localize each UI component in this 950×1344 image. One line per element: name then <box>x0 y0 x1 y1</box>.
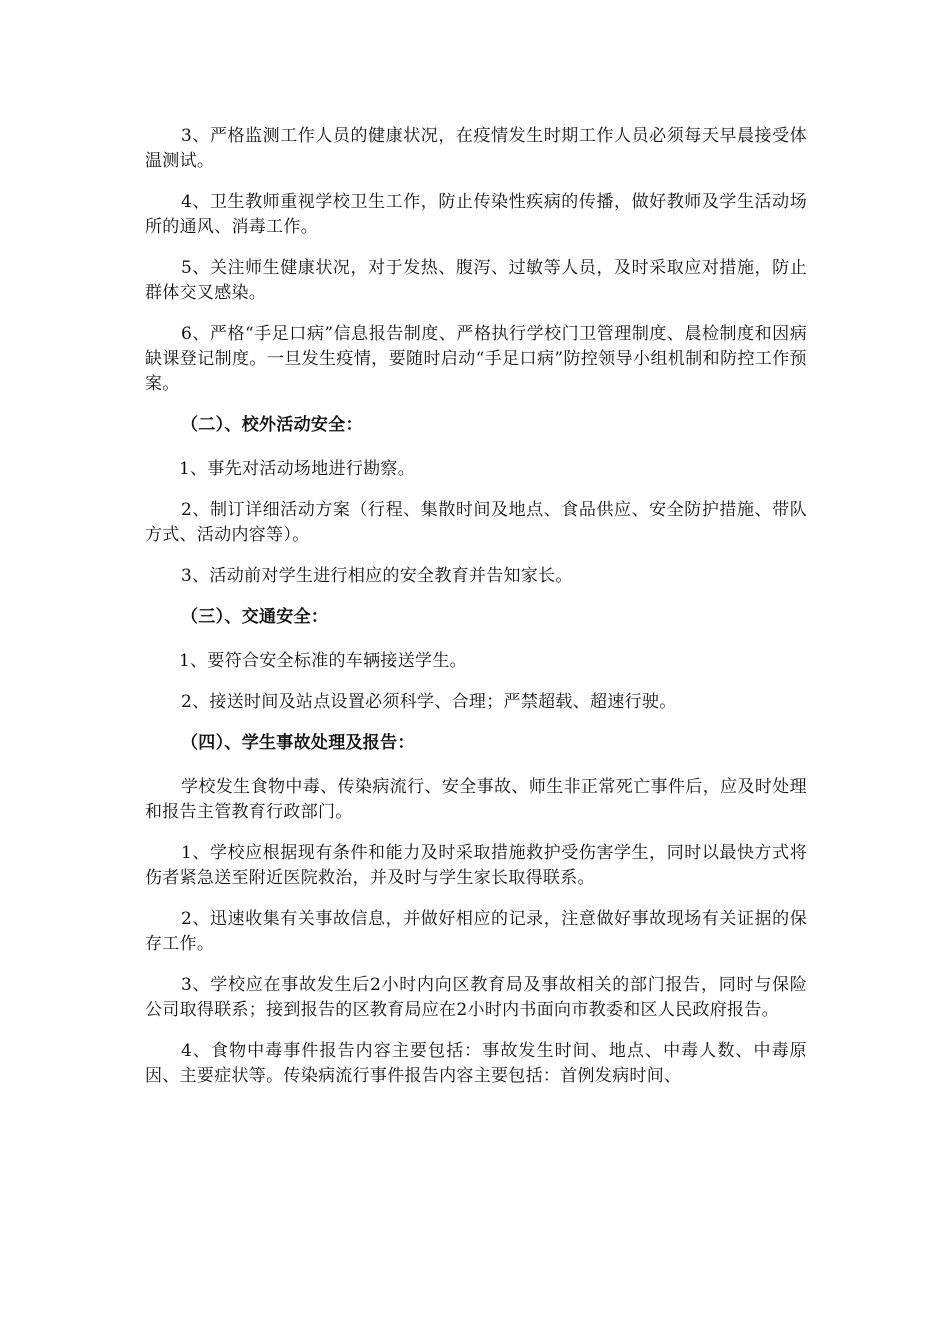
paragraph-accident-intro: 学校发生食物中毒、传染病流行、安全事故、师生非正常死亡事件后，应及时处理和报告主管教育行政部门。 <box>145 777 807 822</box>
paragraph-item-4-report-content: 4、食物中毒事件报告内容主要包括：事故发生时间、地点、中毒人数、中毒原因、主要症状等。传染病流行事件报告内容主要包括：首例发病时间、 <box>145 1041 807 1086</box>
paragraph-item-4-hygiene: 4、卫生教师重视学校卫生工作，防止传染性疾病的传播，做好教师及学生活动场所的通风、消毒工作。 <box>145 192 807 237</box>
document-body <box>145 124 807 1089</box>
section-heading-accident-handling: （四）、学生事故处理及报告： <box>181 733 415 753</box>
paragraph-item-2-schedule: 2、接送时间及站点设置必须科学、合理；严禁超载、超速行驶。 <box>181 692 677 712</box>
paragraph-item-1-site-survey: 1、事先对活动场地进行勘察。 <box>179 459 416 479</box>
section-heading-outdoor-activity: （二）、校外活动安全： <box>181 415 363 435</box>
paragraph-item-1-vehicles: 1、要符合安全标准的车辆接送学生。 <box>179 651 467 671</box>
paragraph-item-6-hfmd-reporting: 6、严格“手足口病”信息报告制度、严格执行学校门卫管理制度、晨检制度和因病缺课登记制度。一旦发生疫情，要随时启动“手足口病”防控领导小组机制和防控工作预案。 <box>145 324 807 394</box>
paragraph-item-3-safety-education: 3、活动前对学生进行相应的安全教育并告知家长。 <box>181 566 573 586</box>
paragraph-item-2-evidence: 2、迅速收集有关事故信息，并做好相应的记录，注意做好事故现场有关证据的保存工作。 <box>145 909 807 954</box>
section-heading-traffic-safety: （三）、交通安全： <box>181 607 329 627</box>
paragraph-item-2-activity-plan: 2、制订详细活动方案（行程、集散时间及地点、食品供应、安全防护措施、带队方式、活动内容等）。 <box>145 500 807 545</box>
paragraph-item-3-health-monitoring: 3、严格监测工作人员的健康状况，在疫情发生时期工作人员必须每天早晨接受体温测试。 <box>145 126 807 171</box>
paragraph-item-5-health-status: 5、关注师生健康状况，对于发热、腹泻、过敏等人员，及时采取应对措施，防止群体交叉感染。 <box>145 258 807 303</box>
paragraph-item-3-report-timeline: 3、学校应在事故发生后2小时内向区教育局及事故相关的部门报告，同时与保险公司取得联系；接到报告的区教育局应在2小时内书面向市教委和区人民政府报告。 <box>145 975 807 1020</box>
paragraph-item-1-rescue: 1、学校应根据现有条件和能力及时采取措施救护受伤害学生，同时以最快方式将伤者紧急送至附近医院救治，并及时与学生家长取得联系。 <box>145 843 807 888</box>
